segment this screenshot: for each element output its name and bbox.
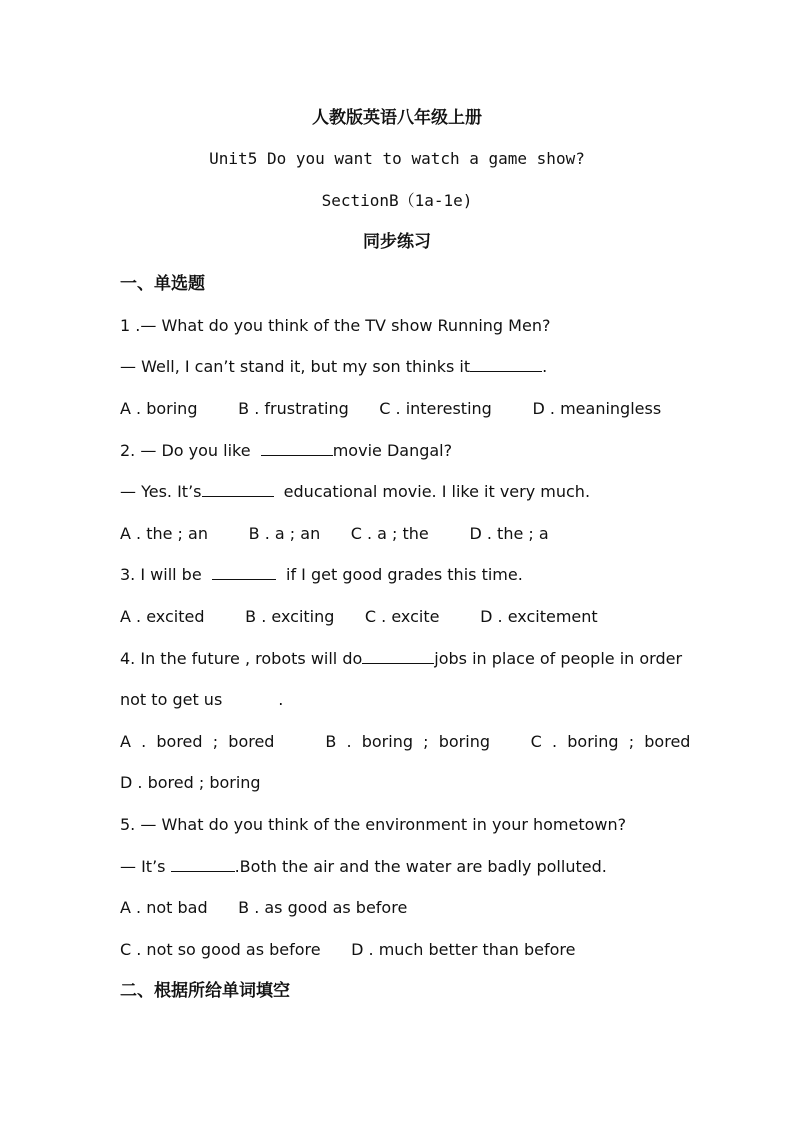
q1-line2-end: . [542,357,548,376]
part1-heading: 一、单选题 [120,274,205,294]
section-title: SectionB（1a-1e) [321,191,473,210]
part2-heading: 二、根据所给单词填空 [120,981,290,1001]
q1-stem: 1 .— What do you think of the TV show Running Men? [120,316,551,335]
q5-answer-blank [171,857,235,872]
q3-answer-blank [212,565,276,580]
q2-dialog-line [120,482,590,502]
q4-line2-text: not to get us [120,690,223,709]
q4-options-row2: D . bored ; boring [120,773,261,792]
q2-line1-end: movie Dangal? [332,441,453,460]
q2-options: A . the ; an B . a ; an C . a ; the D . the ; a [120,524,549,543]
q1-answer-blank [470,357,542,372]
q4-answer-blank-1 [362,649,434,664]
q4-line2-end: . [278,690,284,709]
q3-line1-end: if I get good grades this time. [275,565,523,584]
q3-options: A . excited B . exciting C . excite D . excitement [120,607,598,626]
q2-line2-end: educational movie. I like it very much. [273,482,591,501]
q4-line1-text: 4. In the future , robots will do [120,649,363,668]
q5-line2-end: .Both the air and the water are badly polluted. [234,857,607,876]
q2-line2-text: — Yes. It’s [120,482,202,501]
q5-stem: 5. — What do you think of the environment in your hometown? [120,815,627,834]
document-title: 人教版英语八年级上册 [312,108,482,128]
q5-options-row1: A . not bad B . as good as before [120,898,408,917]
q2-answer-blank-2 [202,482,274,497]
q2-stem [120,441,452,461]
q2-line1-text: 2. — Do you like [120,441,261,460]
q3-stem [120,565,523,585]
q5-options-row2: C . not so good as before D . much better than before [120,940,576,959]
q4-stem-continued [120,690,283,710]
q2-answer-blank-1 [261,441,333,456]
q4-answer-blank-2 [222,691,278,705]
q4-options-row1: A . bored ; bored B . boring ; boring C . boring ; bored [120,732,691,751]
practice-subtitle: 同步练习 [363,232,431,252]
q5-line2-text: — It’s [120,857,171,876]
q3-line1-text: 3. I will be [120,565,212,584]
q1-dialog-line [120,357,547,377]
q5-dialog-line [120,857,607,877]
q1-options: A . boring B . frustrating C . interesting D . meaningless [120,399,662,418]
unit-title: Unit5 Do you want to watch a game show? [209,149,585,168]
q4-stem [120,649,682,669]
q4-line1-end: jobs in place of people in order [434,649,683,668]
q1-line2-text: — Well, I can’t stand it, but my son thinks it [120,357,471,376]
